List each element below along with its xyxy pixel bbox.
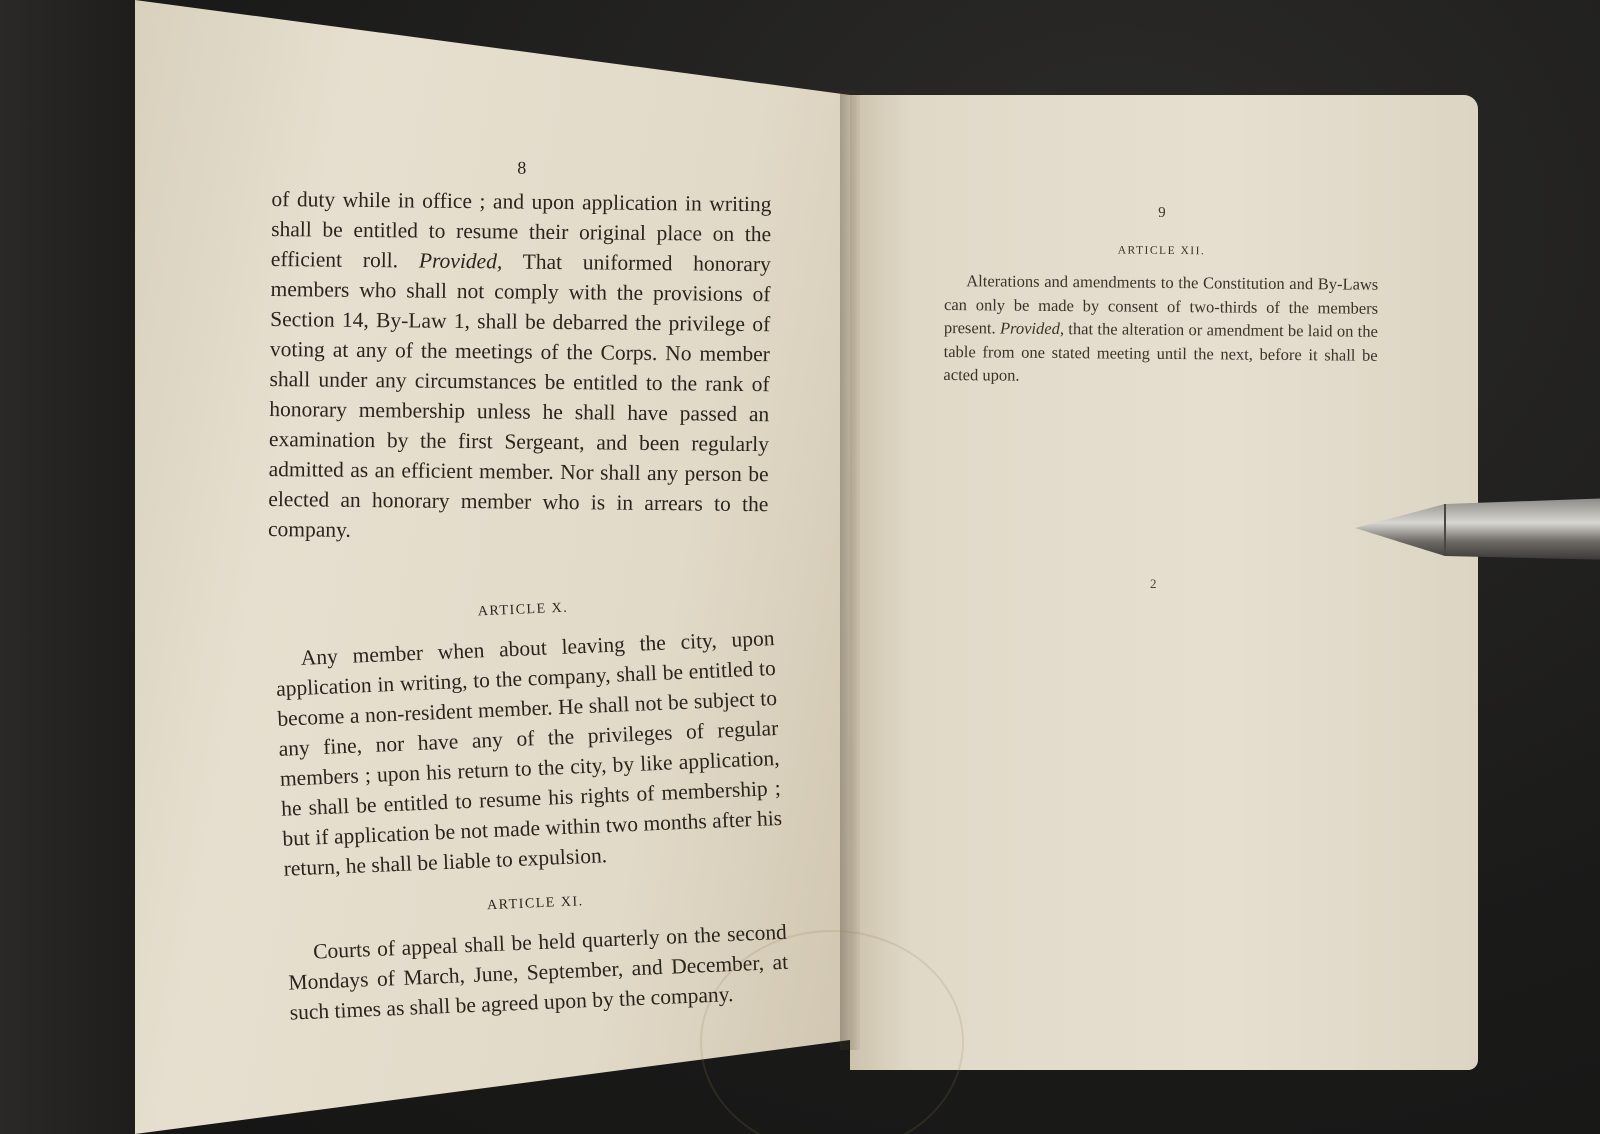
page-number-left: 8 bbox=[517, 157, 527, 178]
left-page-upper-text bbox=[268, 150, 772, 549]
page-number-right: 9 bbox=[1158, 204, 1166, 221]
right-page-text bbox=[943, 200, 1379, 390]
article-xii-heading: ARTICLE XII. bbox=[1117, 244, 1206, 257]
article-xi-heading: ARTICLE XI. bbox=[486, 894, 584, 914]
article-x-text: Any member when about leaving the city, upon application in writing, to the company, shall be entitled to become a non-resident member. He shall not be subject to any fine, nor have any of the privileges of regular members ; upon his return to the city, by like application, he shall be entitled to resume his rights of membership ; but if application be not made within two months after his return, he shall be liable to expulsion. bbox=[275, 626, 783, 881]
left-page-lower-text bbox=[272, 569, 790, 1028]
article-xii-text: Alterations and amendments to the Constitution and By-Laws can only be made by consent of two-thirds of the members present. Provided, that the alteration or amendment be laid on the table from one stated meeting until the next, before it shall be acted upon. bbox=[943, 271, 1379, 385]
signature-mark: 2 bbox=[1150, 576, 1157, 591]
intro-paragraph: of duty while in office ; and upon application in writing shall be entitled to resume their original place on the efficient roll. Provided, That uniformed honorary members who shall not comply with the provisions of Section 14, By-Law 1, shall be debarred the privilege of voting at any of the meetings of the Corps. No member shall under any circumstances be entitled to the rank of honorary membership unless he shall have passed an examination by the first Sergeant, and been regularly admitted as an efficient member. Nor shall any person be elected an honorary member who is in arrears to the company. bbox=[267, 186, 772, 542]
book-gutter bbox=[840, 90, 860, 1050]
pencil-tip-icon bbox=[1355, 498, 1600, 560]
article-xi-text: Courts of appeal shall be held quarterly on the second Mondays of March, June, September, and December, at such times as shall be agreed upon by the company. bbox=[287, 919, 789, 1025]
article-x-heading: ARTICLE X. bbox=[477, 600, 569, 620]
background-left bbox=[0, 0, 140, 1134]
